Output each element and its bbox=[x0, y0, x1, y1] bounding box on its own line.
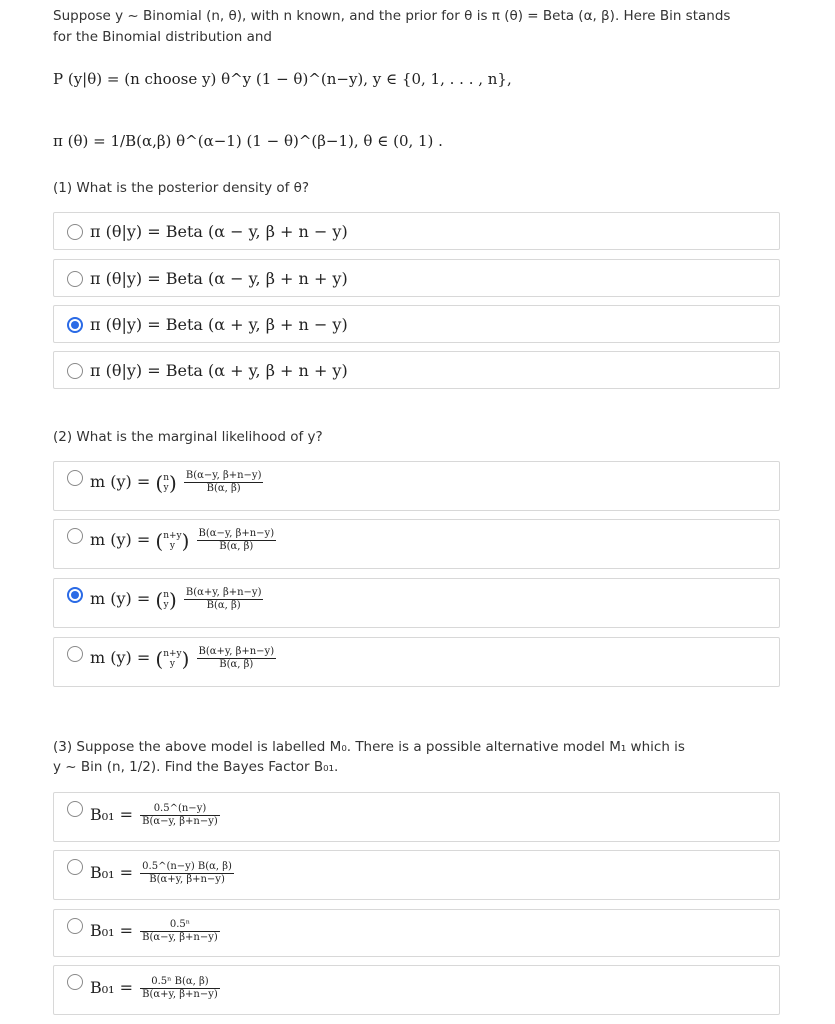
q3-option-3-numerator: 0.5ⁿ bbox=[169, 919, 191, 930]
q3-option-2-math bbox=[90, 861, 236, 886]
q3-option-2-radio[interactable] bbox=[67, 859, 83, 875]
q2-option-4-denominator: B(α, β) bbox=[197, 658, 277, 671]
q2-option-2-binom-bot: y bbox=[169, 540, 175, 551]
q3-option-2-numerator: 0.5^(n−y) B(α, β) bbox=[142, 861, 232, 872]
q2-option-2-radio[interactable] bbox=[67, 528, 83, 544]
q2-option-1-binom-top: n bbox=[163, 472, 169, 483]
q3-option-1-numerator: 0.5^(n−y) bbox=[153, 803, 207, 814]
q3-option-3-math bbox=[90, 919, 222, 944]
q2-option-1-binom-bot: y bbox=[163, 482, 169, 493]
q2-option-3[interactable] bbox=[53, 578, 780, 628]
q2-option-3-math: m (y) = (n y) $\frac{B(\alpha+y, \beta+n-y)}{B(\alpha, \beta)}$ bbox=[90, 587, 262, 612]
q3-option-4-denominator: B(α+y, β+n−y) bbox=[142, 989, 218, 1000]
intro-text bbox=[53, 6, 813, 48]
q3-option-4-radio[interactable] bbox=[67, 974, 83, 990]
q2-option-1-denominator: B(α, β) bbox=[184, 482, 264, 495]
q1-option-2-label: π (θ|y) = Beta (α − y, β + n + y) bbox=[90, 269, 348, 288]
q1-option-1[interactable] bbox=[53, 212, 780, 250]
q3-option-1-denominator: B(α−y, β+n−y) bbox=[142, 816, 218, 827]
q2-option-4-binom-top: n+y bbox=[163, 648, 182, 659]
question-3-line-1: (3) Suppose the above model is labelled M₀. There is a possible alternative model M₁ which is bbox=[53, 739, 685, 755]
q1-option-4[interactable] bbox=[53, 351, 780, 389]
prior-formula: π (θ) = 1/B(α,β) θ^(α−1) (1 − θ)^(β−1), θ ∈ (0, 1) . bbox=[53, 132, 443, 150]
q2-option-4[interactable] bbox=[53, 637, 780, 687]
q2-option-3-numerator: B(α+y, β+n−y) bbox=[185, 587, 262, 598]
q1-option-1-radio[interactable] bbox=[67, 224, 83, 240]
q3-option-3-radio[interactable] bbox=[67, 918, 83, 934]
q2-option-2-math: m (y) = (n+y y ) $\frac{B(\alpha-y, \beta+n-y)}{B(\alpha, \beta)}$ bbox=[90, 528, 275, 553]
q3-option-2-denominator: B(α+y, β+n−y) bbox=[140, 873, 234, 886]
q1-option-2[interactable] bbox=[53, 259, 780, 297]
q2-option-1[interactable] bbox=[53, 461, 780, 511]
q3-option-4-numerator: 0.5ⁿ B(α, β) bbox=[151, 976, 209, 987]
q3-option-3-lhs: B₀₁ = bbox=[90, 921, 134, 940]
q2-option-3-lhs: m (y) = bbox=[90, 589, 151, 608]
q2-option-2-numerator: B(α−y, β+n−y) bbox=[198, 528, 275, 539]
q2-option-4-math: m (y) = (n+y y ) $\frac{B(\alpha+y, \beta+n-y)}{B(\alpha, \beta)}$ bbox=[90, 646, 275, 671]
q2-option-2[interactable] bbox=[53, 519, 780, 569]
q2-option-2-denominator: B(α, β) bbox=[197, 540, 277, 553]
q2-option-4-radio[interactable] bbox=[67, 646, 83, 662]
q3-option-1[interactable] bbox=[53, 792, 780, 842]
q2-option-3-radio[interactable] bbox=[67, 587, 83, 603]
intro-line-1: Suppose y ~ Binomial (n, θ), with n known, and the prior for θ is π (θ) = Beta (α, β). Here Bin stands bbox=[53, 8, 731, 24]
q2-option-4-binom-bot: y bbox=[169, 658, 175, 669]
q2-option-1-math: m (y) = (n y) $\frac{B(\alpha-y, \beta+n-y)}{B(\alpha, \beta)}$ bbox=[90, 470, 262, 495]
q3-option-2-lhs: B₀₁ = bbox=[90, 863, 134, 882]
q1-option-4-label: π (θ|y) = Beta (α + y, β + n + y) bbox=[90, 361, 348, 380]
q2-option-1-radio[interactable] bbox=[67, 470, 83, 486]
q2-option-2-lhs: m (y) = bbox=[90, 530, 151, 549]
question-1-prompt: (1) What is the posterior density of θ? bbox=[53, 180, 310, 196]
q3-option-4[interactable] bbox=[53, 965, 780, 1015]
question-2-prompt: (2) What is the marginal likelihood of y? bbox=[53, 429, 323, 445]
q3-option-3-denominator: B(α−y, β+n−y) bbox=[142, 932, 218, 943]
q1-option-2-radio[interactable] bbox=[67, 271, 83, 287]
q1-option-1-label: π (θ|y) = Beta (α − y, β + n − y) bbox=[90, 222, 348, 241]
q2-option-2-binom-top: n+y bbox=[163, 530, 182, 541]
q1-option-3-radio[interactable] bbox=[67, 317, 83, 333]
question-3-prompt bbox=[53, 737, 753, 777]
q2-option-4-lhs: m (y) = bbox=[90, 648, 151, 667]
q3-option-1-math bbox=[90, 803, 222, 828]
q3-option-4-lhs: B₀₁ = bbox=[90, 978, 134, 997]
intro-line-2: for the Binomial distribution and bbox=[53, 29, 272, 45]
likelihood-formula: P (y|θ) = (n choose y) θ^y (1 − θ)^(n−y), y ∈ {0, 1, . . . , n}, bbox=[53, 70, 512, 88]
q1-option-3[interactable] bbox=[53, 305, 780, 343]
q2-option-3-binom-bot: y bbox=[163, 599, 169, 610]
q3-option-1-lhs: B₀₁ = bbox=[90, 805, 134, 824]
q1-option-4-radio[interactable] bbox=[67, 363, 83, 379]
q3-option-4-math bbox=[90, 976, 222, 1001]
q3-option-3[interactable] bbox=[53, 909, 780, 957]
q3-option-1-radio[interactable] bbox=[67, 801, 83, 817]
q2-option-4-numerator: B(α+y, β+n−y) bbox=[198, 646, 275, 657]
q2-option-1-numerator: B(α−y, β+n−y) bbox=[185, 470, 262, 481]
q2-option-3-binom-top: n bbox=[163, 589, 169, 600]
q1-option-3-label: π (θ|y) = Beta (α + y, β + n − y) bbox=[90, 315, 348, 334]
q2-option-3-denominator: B(α, β) bbox=[184, 599, 264, 612]
q2-option-1-lhs: m (y) = bbox=[90, 472, 151, 491]
question-3-line-2: y ~ Bin (n, 1/2). Find the Bayes Factor B₀₁. bbox=[53, 759, 339, 775]
q3-option-2[interactable] bbox=[53, 850, 780, 900]
